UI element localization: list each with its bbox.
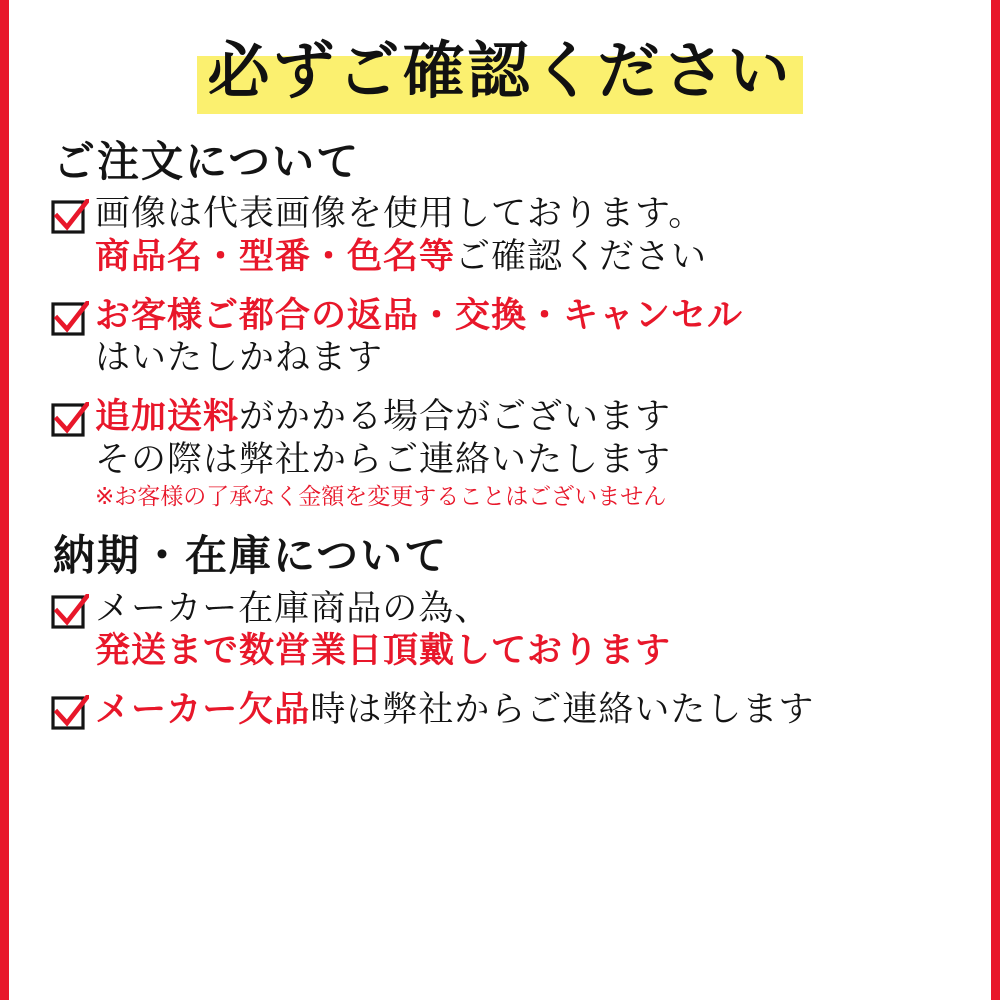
- list-item: [51, 295, 955, 380]
- text-line: はいたしかねます: [95, 338, 384, 379]
- text-normal: がかかる場合がございます: [239, 397, 672, 438]
- text-emphasis: 追加送料: [95, 397, 240, 438]
- page-title: [197, 36, 802, 111]
- list-item: [51, 396, 955, 513]
- list-item: [51, 689, 955, 733]
- list-item-text: [95, 588, 955, 673]
- text-emphasis: メーカー欠品: [95, 690, 311, 731]
- checkbox-checked-icon: [51, 199, 89, 237]
- section-heading-delivery: 納期・在庫について: [53, 531, 449, 581]
- page-title-text: 必ずご確認ください: [207, 34, 793, 107]
- text-line: 画像は代表画像を使用しております。: [95, 194, 705, 235]
- text-line: その際は弊社からご連絡いたします: [95, 439, 672, 480]
- text-line: お客様ご都合の返品・交換・キャンセル: [95, 295, 744, 336]
- text-emphasis: 商品名・型番・色名等: [95, 237, 456, 278]
- notice-inner: [9, 0, 991, 733]
- section-heading-orders: ご注文について: [53, 136, 361, 186]
- footnote: ※お客様の了承なく金額を変更することはございません: [95, 484, 667, 511]
- list-item-text: [95, 193, 955, 278]
- text-line: [95, 236, 955, 279]
- checkbox-checked-icon: [51, 594, 89, 632]
- checkbox-checked-icon: [51, 301, 89, 339]
- list-item-text: [95, 689, 955, 732]
- list-item-text: [95, 396, 955, 513]
- text-line: 発送まで数営業日頂戴しております: [95, 631, 672, 672]
- title-block: [45, 36, 955, 111]
- text-normal: ご確認ください: [455, 237, 708, 278]
- checkbox-checked-icon: [51, 402, 89, 440]
- text-line: メーカー在庫商品の為、: [95, 588, 491, 629]
- text-line: [95, 689, 955, 732]
- list-item-text: [95, 295, 955, 380]
- text-normal: 時は弊社からご連絡いたします: [310, 690, 815, 731]
- text-line: [95, 396, 955, 439]
- list-item: [51, 193, 955, 278]
- checkbox-checked-icon: [51, 695, 89, 733]
- list-item: [51, 588, 955, 673]
